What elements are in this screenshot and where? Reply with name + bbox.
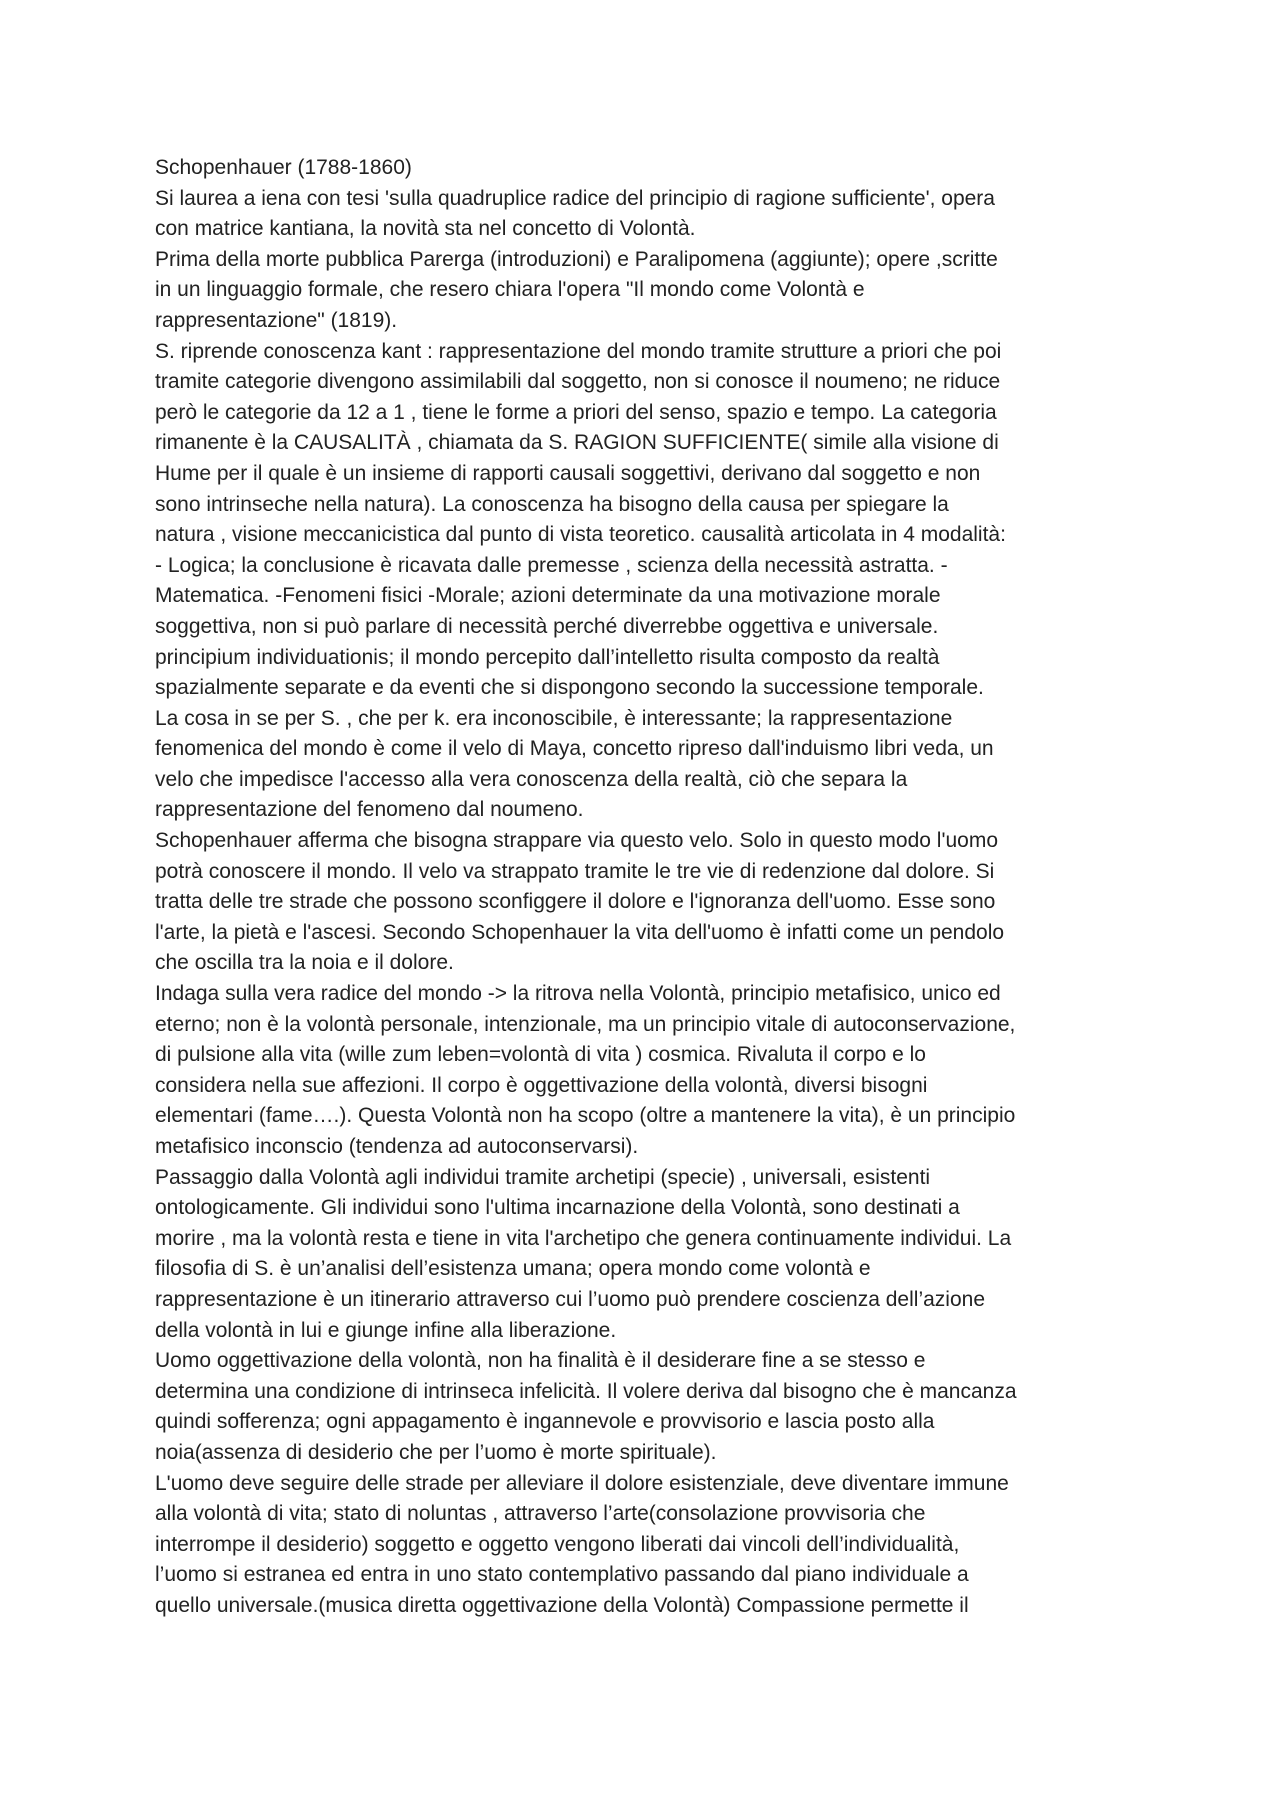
text-line: Uomo oggettivazione della volontà, non ha finalità è il desiderare fine a se stesso e bbox=[155, 1349, 926, 1373]
text-line: Schopenhauer (1788-1860) bbox=[155, 156, 412, 179]
text-line: rappresentazione del fenomeno dal noumeno. bbox=[155, 798, 584, 822]
text-line: filosofia di S. è un’analisi dell’esistenza umana; opera mondo come volontà e bbox=[155, 1257, 871, 1281]
text-line: l'arte, la pietà e l'ascesi. Secondo Schopenhauer la vita dell'uomo è infatti come un pendolo bbox=[155, 920, 1005, 944]
text-line: quello universale.(musica diretta oggettivazione della Volontà) Compassione permette il bbox=[155, 1593, 969, 1617]
text-line: determina una condizione di intrinseca infelicità. Il volere deriva dal bisogno che è mancanza bbox=[155, 1379, 1017, 1403]
text-line: eterno; non è la volontà personale, intenzionale, ma un principio vitale di autoconservazione, bbox=[155, 1012, 1016, 1036]
text-line: metafisico inconscio (tendenza ad autoconservarsi). bbox=[155, 1135, 639, 1158]
text-line: rappresentazione è un itinerario attraverso cui l’uomo può prendere coscienza dell’azione bbox=[155, 1287, 985, 1311]
text-line: morire , ma la volontà resta e tiene in vita l'archetipo che genera continuamente individui. La bbox=[155, 1226, 1012, 1250]
text-line: - Logica; la conclusione è ricavata dalle premesse , scienza della necessità astratta. - bbox=[155, 553, 948, 577]
text-line: Hume per il quale è un insieme di rapporti causali soggettivi, derivano dal soggetto e non bbox=[155, 461, 981, 485]
text-line: però le categorie da 12 a 1 , tiene le forme a priori del senso, spazio e tempo. La categoria bbox=[155, 400, 997, 424]
text-line: Si laurea a iena con tesi 'sulla quadruplice radice del principio di ragione sufficiente', opera bbox=[155, 186, 995, 210]
text-line: con matrice kantiana, la novità sta nel concetto di Volontà. bbox=[155, 217, 696, 241]
text-line: potrà conoscere il mondo. Il velo va strappato tramite le tre vie di redenzione dal dolore. Si bbox=[155, 859, 995, 883]
text-line: Indaga sulla vera radice del mondo -> la ritrova nella Volontà, principio metafisico, unico ed bbox=[155, 982, 1001, 1006]
document-body bbox=[155, 153, 1140, 1622]
text-line: rimanente è la CAUSALITÀ , chiamata da S. RAGION SUFFICIENTE( simile alla visione di bbox=[155, 431, 999, 455]
text-line: alla volontà di vita; stato di noluntas , attraverso l’arte(consolazione provvisoria che bbox=[155, 1502, 926, 1526]
text-line: rappresentazione" (1819). bbox=[155, 308, 398, 332]
text-line: principium individuationis; il mondo percepito dall’intelletto risulta composto da realtà bbox=[155, 645, 940, 669]
text-line: tratta delle tre strade che possono sconfiggere il dolore e l'ignoranza dell'uomo. Esse sono bbox=[155, 890, 996, 914]
text-line: S. riprende conoscenza kant : rappresentazione del mondo tramite strutture a priori che poi bbox=[155, 339, 1002, 363]
text-line: La cosa in se per S. , che per k. era inconoscibile, è interessante; la rappresentazione bbox=[155, 706, 953, 730]
text-line: che oscilla tra la noia e il dolore. bbox=[155, 951, 454, 975]
text-line: l’uomo si estranea ed entra in uno stato contemplativo passando dal piano individuale a bbox=[155, 1563, 969, 1587]
text-line: Schopenhauer afferma che bisogna strappare via questo velo. Solo in questo modo l'uomo bbox=[155, 829, 998, 853]
text-line: della volontà in lui e giunge infine alla liberazione. bbox=[155, 1318, 617, 1342]
text-line: elementari (fame….). Questa Volontà non ha scopo (oltre a mantenere la vita), è un principio bbox=[155, 1104, 1016, 1128]
text-line: fenomenica del mondo è come il velo di Maya, concetto ripreso dall'induismo libri veda, un bbox=[155, 737, 994, 761]
text-line: tramite categorie divengono assimilabili dal soggetto, non si conosce il noumeno; ne riduce bbox=[155, 370, 1001, 394]
text-line: noia(assenza di desiderio che per l’uomo è morte spirituale). bbox=[155, 1440, 717, 1464]
text-line: ontologicamente. Gli individui sono l'ultima incarnazione della Volontà, sono destinati a bbox=[155, 1196, 960, 1220]
text-line: Prima della morte pubblica Parerga (introduzioni) e Paralipomena (aggiunte); opere ,scritte bbox=[155, 247, 998, 271]
text-line: quindi sofferenza; ogni appagamento è ingannevole e provvisorio e lascia posto alla bbox=[155, 1410, 935, 1434]
text-line: Passaggio dalla Volontà agli individui tramite archetipi (specie) , universali, esistenti bbox=[155, 1165, 931, 1189]
text-line: velo che impedisce l'accesso alla vera conoscenza della realtà, ciò che separa la bbox=[155, 767, 908, 791]
text-line: soggettiva, non si può parlare di necessità perché diverrebbe oggettiva e universale. bbox=[155, 614, 939, 638]
text-line: di pulsione alla vita (wille zum leben=volontà di vita ) cosmica. Rivaluta il corpo e lo bbox=[155, 1043, 926, 1067]
text-line: considera nella sue affezioni. Il corpo è oggettivazione della volontà, diversi bisogni bbox=[155, 1073, 928, 1097]
text-line: L'uomo deve seguire delle strade per alleviare il dolore esistenziale, deve diventare immune bbox=[155, 1471, 1009, 1495]
text-line: Matematica. -Fenomeni fisici -Morale; azioni determinate da una motivazione morale bbox=[155, 584, 941, 608]
text-line: spazialmente separate e da eventi che si dispongono secondo la successione temporale. bbox=[155, 676, 984, 700]
text-line: interrompe il desiderio) soggetto e oggetto vengono liberati dai vincoli dell’individualità, bbox=[155, 1532, 960, 1556]
text-line: sono intrinseche nella natura). La conoscenza ha bisogno della causa per spiegare la bbox=[155, 492, 949, 516]
text-line: natura , visione meccanicistica dal punto di vista teoretico. causalità articolata in 4 modalità: bbox=[155, 523, 1006, 547]
text-line: in un linguaggio formale, che resero chiara l'opera "Il mondo come Volontà e bbox=[155, 278, 865, 302]
